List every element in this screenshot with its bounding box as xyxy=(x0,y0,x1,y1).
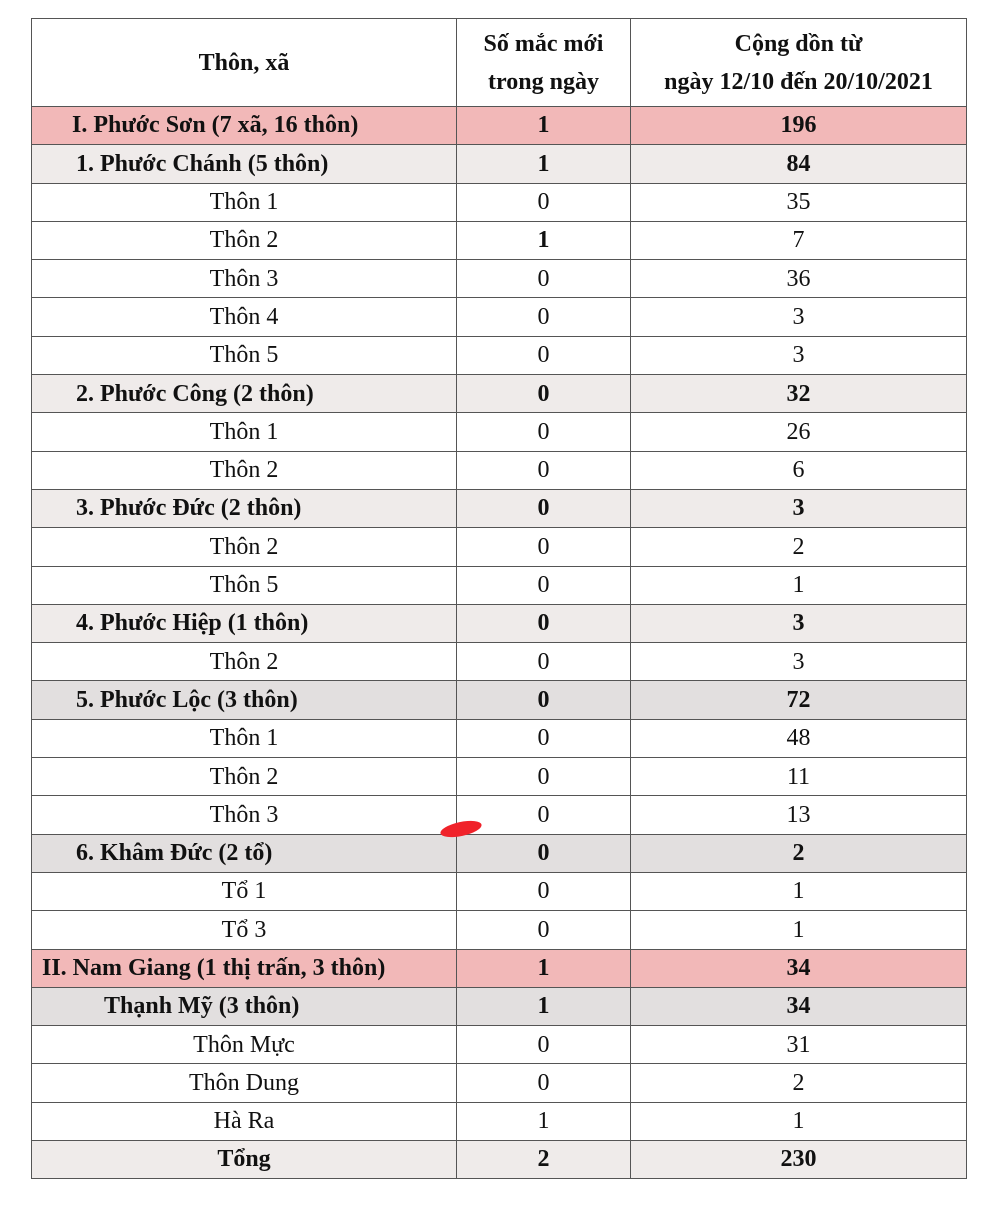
table-row xyxy=(32,566,967,604)
row-new-cases: 0 xyxy=(457,604,631,642)
row-name: Thôn Dung xyxy=(32,1064,457,1102)
row-cumulative: 35 xyxy=(631,183,967,221)
row-new-cases: 0 xyxy=(457,566,631,604)
table-row xyxy=(32,528,967,566)
row-name: 4. Phước Hiệp (1 thôn) xyxy=(32,604,457,642)
row-cumulative: 3 xyxy=(631,298,967,336)
row-new-cases: 1 xyxy=(457,1102,631,1140)
row-new-cases: 0 xyxy=(457,796,631,834)
table-row xyxy=(32,221,967,259)
header-new-cases: Số mắc mới trong ngày xyxy=(457,19,631,107)
table-row xyxy=(32,796,967,834)
row-cumulative: 72 xyxy=(631,681,967,719)
table-row xyxy=(32,298,967,336)
row-cumulative: 36 xyxy=(631,260,967,298)
row-new-cases: 0 xyxy=(457,260,631,298)
row-cumulative: 34 xyxy=(631,949,967,987)
table-row xyxy=(32,1026,967,1064)
row-cumulative: 196 xyxy=(631,107,967,145)
row-new-cases: 1 xyxy=(457,107,631,145)
row-new-cases: 1 xyxy=(457,949,631,987)
table-row xyxy=(32,375,967,413)
row-new-cases: 0 xyxy=(457,489,631,527)
row-new-cases: 1 xyxy=(457,987,631,1025)
table-row xyxy=(32,949,967,987)
row-cumulative: 11 xyxy=(631,758,967,796)
row-cumulative: 32 xyxy=(631,375,967,413)
table-row xyxy=(32,107,967,145)
row-name: 6. Khâm Đức (2 tổ) xyxy=(32,834,457,872)
table-row xyxy=(32,643,967,681)
row-new-cases: 0 xyxy=(457,413,631,451)
row-cumulative: 31 xyxy=(631,1026,967,1064)
row-name: Thạnh Mỹ (3 thôn) xyxy=(32,987,457,1025)
row-name: Tổ 1 xyxy=(32,872,457,910)
row-name: 5. Phước Lộc (3 thôn) xyxy=(32,681,457,719)
row-cumulative: 2 xyxy=(631,1064,967,1102)
row-cumulative: 2 xyxy=(631,528,967,566)
row-cumulative: 3 xyxy=(631,604,967,642)
row-name: Thôn 3 xyxy=(32,260,457,298)
row-cumulative: 1 xyxy=(631,1102,967,1140)
row-name: Thôn 1 xyxy=(32,719,457,757)
row-name: I. Phước Sơn (7 xã, 16 thôn) xyxy=(32,107,457,145)
row-cumulative: 13 xyxy=(631,796,967,834)
row-name: Thôn 4 xyxy=(32,298,457,336)
covid-case-table xyxy=(31,18,967,1179)
total-new-cases: 2 xyxy=(457,1141,631,1179)
row-new-cases: 1 xyxy=(457,145,631,183)
table-row xyxy=(32,145,967,183)
row-name: Thôn 1 xyxy=(32,183,457,221)
row-cumulative: 3 xyxy=(631,489,967,527)
row-new-cases: 0 xyxy=(457,1026,631,1064)
table-row xyxy=(32,987,967,1025)
row-new-cases: 0 xyxy=(457,183,631,221)
row-name: 1. Phước Chánh (5 thôn) xyxy=(32,145,457,183)
header-row xyxy=(32,19,967,107)
row-name: Thôn 2 xyxy=(32,451,457,489)
row-cumulative: 48 xyxy=(631,719,967,757)
row-new-cases: 0 xyxy=(457,336,631,374)
table-row xyxy=(32,604,967,642)
total-cumulative: 230 xyxy=(631,1141,967,1179)
row-name: Thôn 2 xyxy=(32,643,457,681)
row-new-cases: 0 xyxy=(457,834,631,872)
row-name: Thôn 2 xyxy=(32,758,457,796)
row-name: 2. Phước Công (2 thôn) xyxy=(32,375,457,413)
row-cumulative: 84 xyxy=(631,145,967,183)
row-new-cases: 0 xyxy=(457,451,631,489)
table-row xyxy=(32,260,967,298)
table-row xyxy=(32,336,967,374)
row-new-cases: 0 xyxy=(457,528,631,566)
row-new-cases: 0 xyxy=(457,1064,631,1102)
row-name: II. Nam Giang (1 thị trấn, 3 thôn) xyxy=(32,949,457,987)
table-row xyxy=(32,719,967,757)
row-cumulative: 7 xyxy=(631,221,967,259)
row-cumulative: 6 xyxy=(631,451,967,489)
table-row xyxy=(32,1064,967,1102)
table-row xyxy=(32,183,967,221)
table-row xyxy=(32,911,967,949)
total-label: Tổng xyxy=(32,1141,457,1179)
table-row xyxy=(32,451,967,489)
row-new-cases: 0 xyxy=(457,375,631,413)
row-new-cases: 0 xyxy=(457,719,631,757)
row-name: Tổ 3 xyxy=(32,911,457,949)
row-name: Thôn Mực xyxy=(32,1026,457,1064)
table-row xyxy=(32,681,967,719)
row-cumulative: 3 xyxy=(631,336,967,374)
row-cumulative: 2 xyxy=(631,834,967,872)
row-name: Thôn 5 xyxy=(32,566,457,604)
table-row xyxy=(32,834,967,872)
row-name: Thôn 5 xyxy=(32,336,457,374)
total-row xyxy=(32,1141,967,1179)
table-row xyxy=(32,413,967,451)
table-row xyxy=(32,872,967,910)
row-name: Thôn 3 xyxy=(32,796,457,834)
header-cumulative: Cộng dồn từ ngày 12/10 đến 20/10/2021 xyxy=(631,19,967,107)
row-name: Hà Ra xyxy=(32,1102,457,1140)
table-row xyxy=(32,1102,967,1140)
row-new-cases: 0 xyxy=(457,872,631,910)
table-row xyxy=(32,489,967,527)
row-cumulative: 3 xyxy=(631,643,967,681)
row-name: Thôn 1 xyxy=(32,413,457,451)
header-location: Thôn, xã xyxy=(32,19,457,107)
row-name: Thôn 2 xyxy=(32,528,457,566)
row-cumulative: 26 xyxy=(631,413,967,451)
row-new-cases: 0 xyxy=(457,298,631,336)
row-name: 3. Phước Đức (2 thôn) xyxy=(32,489,457,527)
row-cumulative: 1 xyxy=(631,872,967,910)
row-new-cases: 1 xyxy=(457,221,631,259)
table-row xyxy=(32,758,967,796)
row-cumulative: 1 xyxy=(631,566,967,604)
row-new-cases: 0 xyxy=(457,643,631,681)
row-name: Thôn 2 xyxy=(32,221,457,259)
row-cumulative: 1 xyxy=(631,911,967,949)
row-new-cases: 0 xyxy=(457,758,631,796)
row-new-cases: 0 xyxy=(457,681,631,719)
row-cumulative: 34 xyxy=(631,987,967,1025)
row-new-cases: 0 xyxy=(457,911,631,949)
